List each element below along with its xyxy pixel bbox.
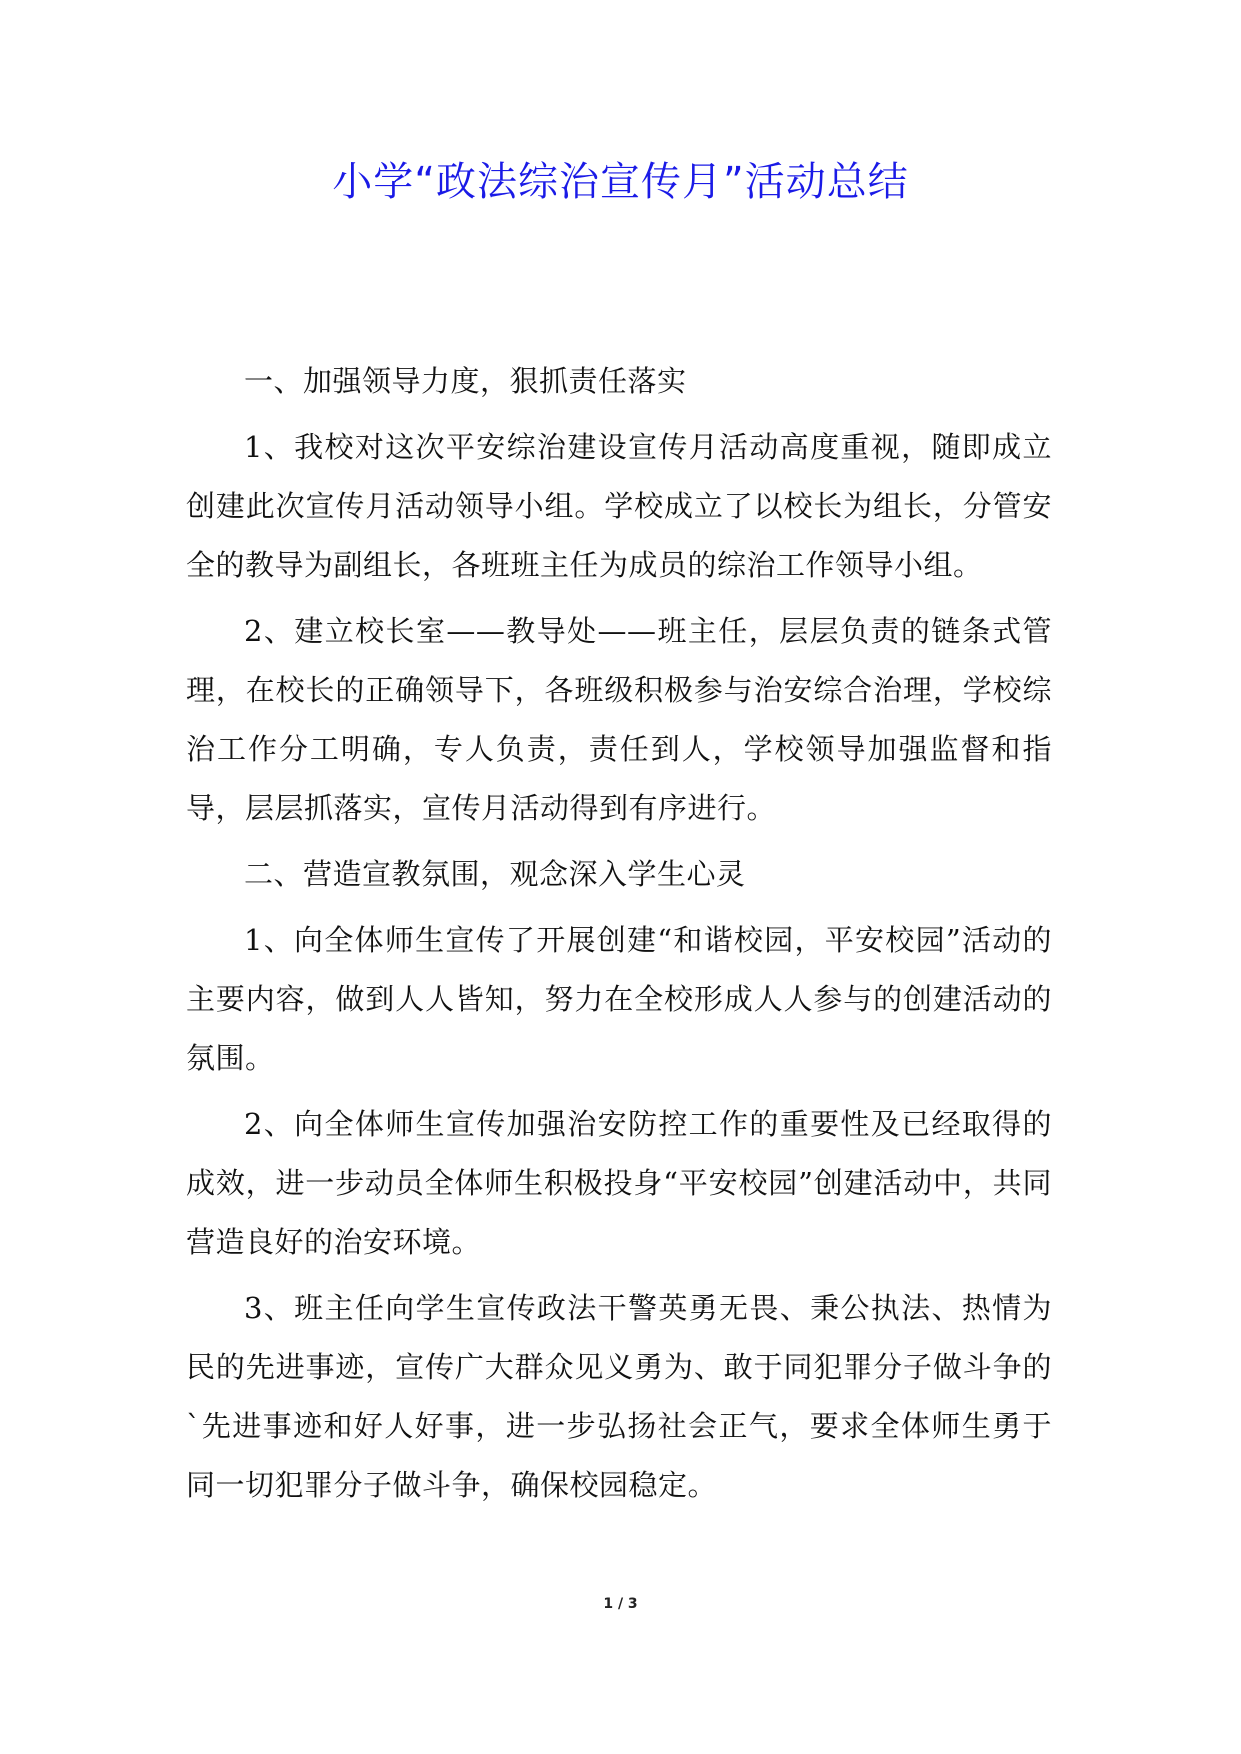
page-number: 1 / 3 <box>603 1596 638 1612</box>
section-heading-2: 二、营造宣教氛围，观念深入学生心灵 <box>244 857 746 891</box>
paragraph-1-1: 1、我校对这次平安综治建设宣传月活动高度重视，随即成立创建此次宣传月活动领导小组。学校成立了以校长为组长，分管安全的教导为副组长，各班班主任为成员的综治工作领导小组。 <box>186 430 1052 582</box>
section-heading-1: 一、加强领导力度，狠抓责任落实 <box>244 364 687 398</box>
paragraph-1-2: 2、建立校长室——教导处——班主任，层层负责的链条式管理，在校长的正确领导下，各班级积极参与治安综合治理，学校综治工作分工明确，专人负责，责任到人，学校领导加强监督和指导，层层抓落实，宣传月活动得到有序进行。 <box>186 614 1052 825</box>
document-title: 小学“政法综治宣传月”活动总结 <box>332 159 909 205</box>
paragraph-2-3: 3、班主任向学生宣传政法干警英勇无畏、秉公执法、热情为民的先进事迹，宣传广大群众见义勇为、敢于同犯罪分子做斗争的`先进事迹和好人好事，进一步弘扬社会正气，要求全体师生勇于同一切犯罪分子做斗争，确保校园稳定。 <box>186 1291 1052 1502</box>
document-body <box>186 352 1052 1515</box>
paragraph-2-1: 1、向全体师生宣传了开展创建“和谐校园，平安校园”活动的主要内容，做到人人皆知，努力在全校形成人人参与的创建活动的氛围。 <box>186 923 1052 1075</box>
paragraph-2-2: 2、向全体师生宣传加强治安防控工作的重要性及已经取得的成效，进一步动员全体师生积极投身“平安校园”创建活动中，共同营造良好的治安环境。 <box>186 1107 1052 1259</box>
